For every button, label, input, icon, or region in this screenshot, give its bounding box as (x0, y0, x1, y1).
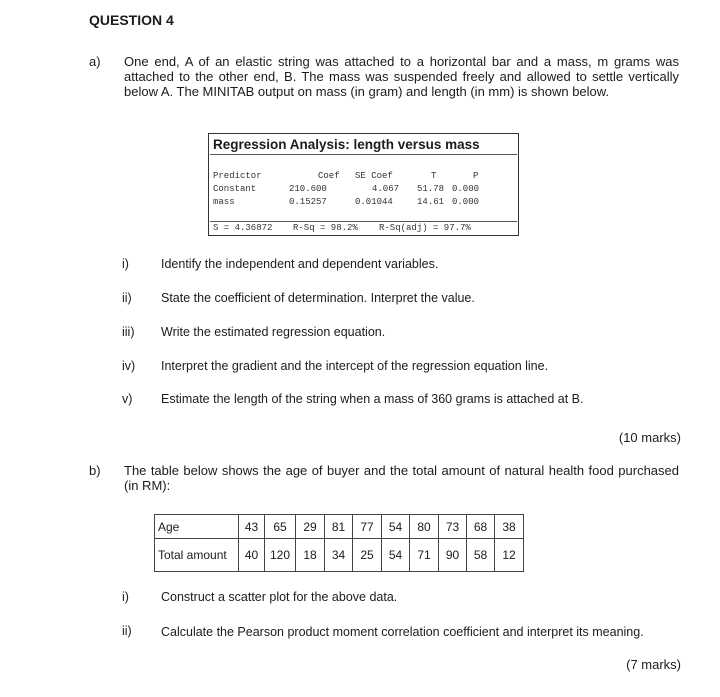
table-cell: 25 (353, 539, 382, 572)
minitab-row-constant-t: 51.78 (417, 184, 445, 194)
a-q4-num: iv) (122, 359, 136, 373)
a-q4-text: Interpret the gradient and the intercept of the regression equation line. (161, 359, 549, 373)
minitab-row-constant-p: 0.000 (452, 184, 480, 194)
minitab-output (208, 133, 519, 236)
table-row-age (155, 515, 524, 539)
minitab-divider-2 (210, 221, 517, 222)
b-q1-text: Construct a scatter plot for the above data. (161, 590, 398, 604)
minitab-row-mass-p: 0.000 (452, 197, 480, 207)
minitab-title: Regression Analysis: length versus mass (213, 137, 480, 152)
table-cell: 43 (239, 515, 265, 539)
minitab-divider (210, 154, 517, 155)
part-b-text: The table below shows the age of buyer and the total amount of natural health food purchased (in RM): (124, 463, 679, 493)
b-q1-num: i) (122, 590, 129, 604)
minitab-header-coef: Coef (318, 171, 340, 181)
table-cell: 73 (439, 515, 467, 539)
a-q1-text: Identify the independent and dependent variables. (161, 257, 439, 271)
table-cell: 90 (439, 539, 467, 572)
a-q3-num: iii) (122, 325, 135, 339)
table-cell: 40 (239, 539, 265, 572)
table-cell: 54 (382, 515, 410, 539)
a-q5-text: Estimate the length of the string when a mass of 360 grams is attached at B. (161, 392, 584, 406)
table-cell: 54 (382, 539, 410, 572)
table-cell: 12 (495, 539, 524, 572)
a-q2-text: State the coefficient of determination. Interpret the value. (161, 291, 475, 305)
table-cell: 120 (265, 539, 296, 572)
b-q2-text: Calculate the Pearson product moment correlation coefficient and interpret its meaning. (161, 625, 644, 639)
minitab-s: S = 4.36872 (213, 223, 273, 233)
table-cell: 58 (467, 539, 495, 572)
minitab-row-mass-coef: 0.15257 (289, 197, 327, 207)
minitab-row-mass-t: 14.61 (417, 197, 445, 207)
part-a-label: a) (89, 54, 101, 69)
table-header-age: Age (155, 515, 239, 539)
table-cell: 38 (495, 515, 524, 539)
minitab-rsq: R-Sq = 98.2% (293, 223, 358, 233)
table-cell: 81 (325, 515, 353, 539)
table-cell: 29 (296, 515, 325, 539)
question-title: QUESTION 4 (89, 12, 174, 28)
part-b-marks: (7 marks) (626, 657, 681, 672)
minitab-header-t: T (431, 171, 437, 181)
table-row-total (155, 539, 524, 572)
a-q1-num: i) (122, 257, 129, 271)
minitab-header-se-coef: SE Coef (355, 171, 393, 181)
a-q2-num: ii) (122, 291, 132, 305)
a-q3-text: Write the estimated regression equation. (161, 325, 386, 339)
minitab-row-mass-se: 0.01044 (355, 197, 393, 207)
minitab-row-constant-name: Constant (213, 184, 257, 194)
minitab-row-constant-coef: 210.600 (289, 184, 327, 194)
part-a-marks: (10 marks) (618, 430, 681, 445)
table-cell: 18 (296, 539, 325, 572)
table-cell: 34 (325, 539, 353, 572)
table-cell: 71 (410, 539, 439, 572)
part-b-label: b) (89, 463, 101, 478)
minitab-row-constant-se: 4.067 (372, 184, 400, 194)
part-a-text: One end, A of an elastic string was attached to a horizontal bar and a mass, m grams was attached to the other end, B. The mass was suspended freely and allowed to settle vertically below A. The MINITAB output on mass (in gram) and length (in mm) is shown below. (124, 54, 679, 99)
table-header-total: Total amount (155, 539, 239, 572)
a-q5-num: v) (122, 392, 133, 406)
minitab-row-mass-name: mass (213, 197, 235, 207)
table-cell: 80 (410, 515, 439, 539)
minitab-rsq-adj: R-Sq(adj) = 97.7% (379, 223, 471, 233)
minitab-header-p: P (473, 171, 479, 181)
minitab-header-predictor: Predictor (213, 171, 262, 181)
b-q2-num: ii) (122, 624, 132, 638)
age-amount-table (154, 514, 524, 572)
table-cell: 68 (467, 515, 495, 539)
table-cell: 77 (353, 515, 382, 539)
table-cell: 65 (265, 515, 296, 539)
